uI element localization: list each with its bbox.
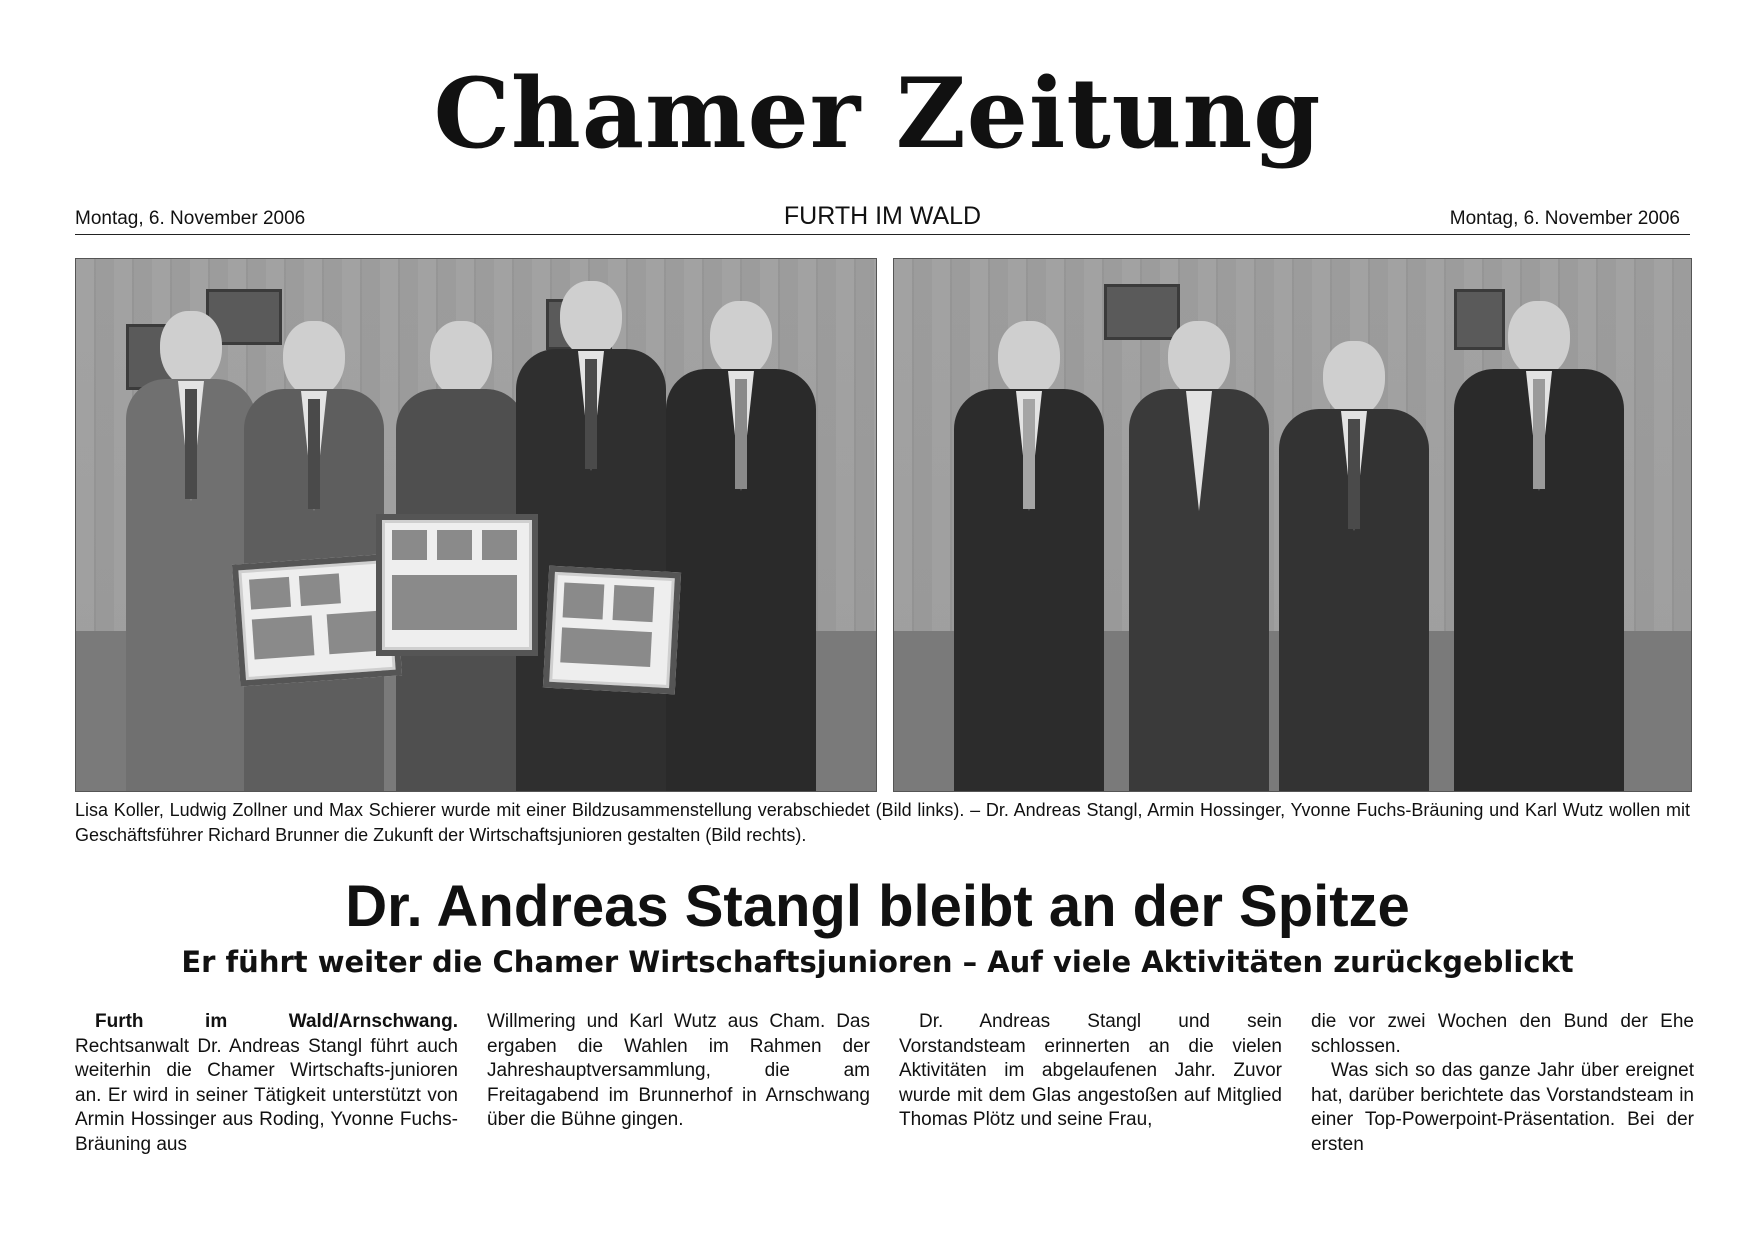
photo-caption: Lisa Koller, Ludwig Zollner und Max Schierer wurde mit einer Bildzusammenstellung verabschiedet (Bild links). – Dr. Andreas Stangl, Armin Hossinger, Yvonne Fuchs-Bräuning und Karl Wutz wollen mit Geschäftsführer Richard Brunner die Zukunft der Wirtschaftsjunioren gestalten (Bild rechts). [75,800,1690,845]
dateline-bar [75,200,1690,235]
person-figure [1129,321,1269,791]
person-figure [1454,301,1624,791]
article-dateline: Furth im Wald/Arnschwang. [95,1011,458,1032]
column-3-text: Dr. Andreas Stangl und sein Vorstandsteam erinnerten an die vielen Aktivitäten im abgelaufenen Jahr. Zuvor wurde mit dem Glas angestoßen auf Mitglied Thomas Plötz und seine Frau, [899,1011,1282,1130]
person-figure [666,301,816,791]
person-figure [1279,341,1429,791]
section-name: FURTH IM WALD [783,202,982,230]
date-left: Montag, 6. November 2006 [75,208,306,229]
photo-left [75,258,877,792]
masthead-title: Chamer Zeitung [433,57,1322,170]
picture-collage [376,514,538,656]
column-4-text-a: die vor zwei Wochen den Bund der Ehe schlossen. [1311,1011,1694,1057]
article-headline: Dr. Andreas Stangl bleibt an der Spitze [345,874,1410,939]
photo-right [893,258,1692,792]
article-column-2 [487,1010,870,1133]
person-figure [954,321,1104,791]
column-4-text-b: Was sich so das ganze Jahr über ereignet hat, darüber berichtete das Vorstandsteam in einer Top-Powerpoint-Präsentation. Bei der ersten [1311,1060,1694,1155]
person-figure [126,311,256,791]
article-column-1 [75,1010,458,1157]
article-subheadline: Er führt weiter die Chamer Wirtschaftsjunioren – Auf viele Aktivitäten zurückgeblickt [181,945,1574,979]
article-column-3 [899,1010,1282,1133]
date-right: Montag, 6. November 2006 [1449,208,1680,229]
article-column-4 [1311,1010,1694,1157]
column-2-text: Willmering und Karl Wutz aus Cham. Das ergaben die Wahlen im Rahmen der Jahreshauptversammlung, die am Freitagabend im Brunnerhof in Arnschwang über die Bühne gingen. [487,1011,870,1130]
column-1-text: Rechtsanwalt Dr. Andreas Stangl führt auch weiterhin die Chamer Wirtschafts-junioren an. Er wird in seiner Tätigkeit unterstützt von Armin Hossinger aus Roding, Yvonne Fuchs-Bräuning aus [75,1035,458,1155]
picture-collage [543,566,681,695]
person-figure [516,281,666,791]
